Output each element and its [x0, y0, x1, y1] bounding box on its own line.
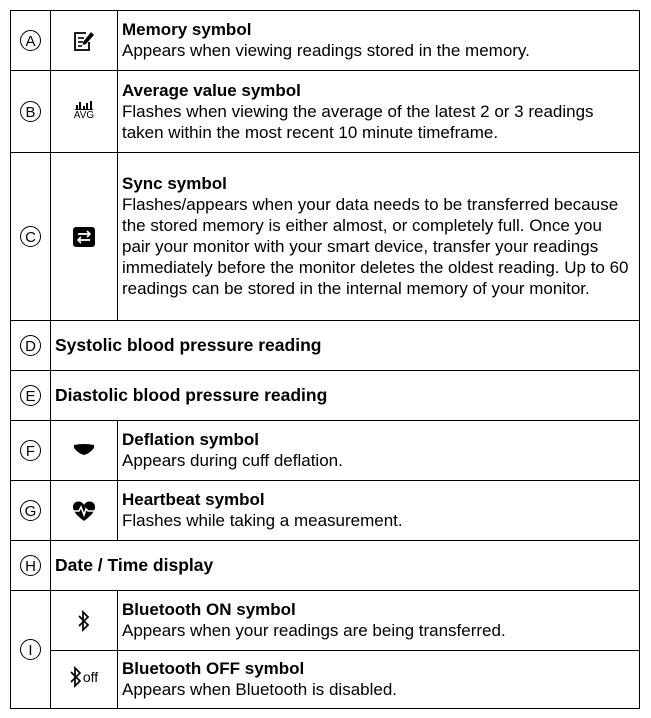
- row-letter-h: H: [20, 555, 41, 576]
- average-icon-label: AVG: [73, 109, 95, 121]
- average-icon: [74, 100, 94, 121]
- row-letter-d: D: [20, 335, 41, 356]
- table-row: [11, 321, 640, 371]
- memory-icon: [72, 30, 96, 52]
- row-description: Flashes/appears when your data needs to be transferred because the stored memory is either almost, or completely full. Once you pair your monitor with your smart device, transfer your readings immediately before the monitor deletes the oldest reading. Up to 60 readings can be stored in the internal memory of your monitor.: [122, 195, 629, 298]
- row-description: Appears when your readings are being transferred.: [122, 621, 506, 640]
- bluetooth-off-label: off: [82, 669, 99, 685]
- heartbeat-icon: [71, 500, 97, 522]
- row-letter-i: I: [20, 639, 41, 660]
- table-row: [11, 481, 640, 541]
- table-row: [11, 71, 640, 153]
- row-title: Diastolic blood pressure reading: [51, 371, 640, 421]
- row-title: Systolic blood pressure reading: [51, 321, 640, 371]
- table-row: [11, 651, 640, 709]
- bluetooth-off-icon: [70, 666, 98, 688]
- row-description: Appears during cuff deflation.: [122, 451, 343, 470]
- row-title: Memory symbol: [122, 20, 252, 39]
- table-row: [11, 371, 640, 421]
- row-description: Flashes while taking a measurement.: [122, 511, 403, 530]
- row-letter-g: G: [20, 500, 41, 521]
- table-row: [11, 541, 640, 591]
- table-row: [11, 153, 640, 321]
- table-row: [11, 591, 640, 651]
- deflation-icon: [73, 444, 95, 456]
- bluetooth-icon: [78, 610, 90, 632]
- symbol-legend-table: [10, 10, 640, 709]
- table-row: [11, 421, 640, 481]
- row-description: Flashes when viewing the average of the latest 2 or 3 readings taken within the most recent 10 minute timeframe.: [122, 101, 594, 142]
- row-letter-b: B: [20, 101, 41, 122]
- sync-icon: [72, 226, 96, 248]
- row-title: Average value symbol: [122, 80, 301, 100]
- row-description: Appears when viewing readings stored in the memory.: [122, 41, 530, 60]
- row-letter-f: F: [20, 440, 41, 461]
- row-letter-e: E: [20, 385, 41, 406]
- row-title: Sync symbol: [122, 174, 227, 193]
- row-title: Heartbeat symbol: [122, 490, 265, 509]
- row-description: Appears when Bluetooth is disabled.: [122, 680, 398, 699]
- table-row: [11, 11, 640, 71]
- row-title: Bluetooth ON symbol: [122, 600, 296, 619]
- row-letter-a: A: [20, 30, 41, 51]
- row-title: Deflation symbol: [122, 430, 259, 449]
- row-title: Date / Time display: [51, 541, 640, 591]
- row-title: Bluetooth OFF symbol: [122, 659, 305, 678]
- row-letter-c: C: [20, 226, 41, 247]
